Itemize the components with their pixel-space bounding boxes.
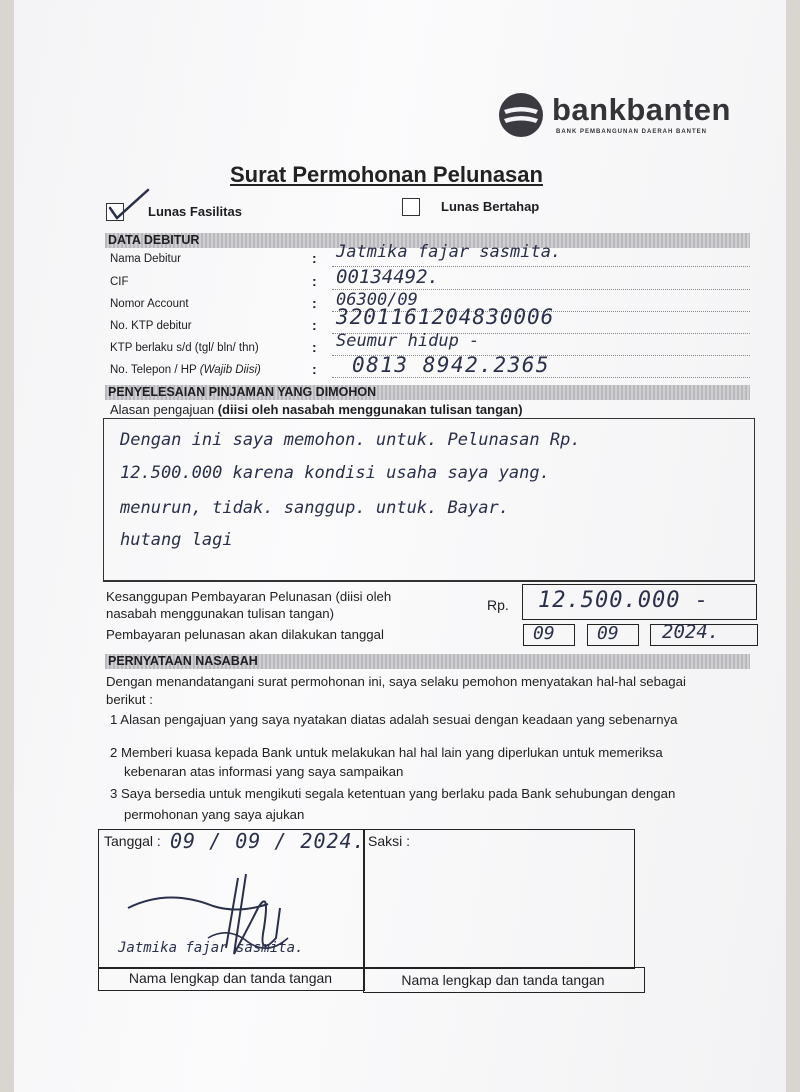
tanggal-day: 09 (533, 623, 555, 644)
nomor-account-value[interactable]: 06300/09 (336, 290, 418, 310)
alasan-label-text: Alasan pengajuan (110, 402, 215, 417)
rp-label: Rp. (487, 597, 509, 613)
no-ktp-label: No. KTP debitur (110, 320, 192, 332)
pernyataan-intro-2: berikut : (106, 692, 153, 707)
nomor-account-label: Nomor Account (110, 298, 189, 310)
nama-debitur-value[interactable]: Jatmika fajar sasmita. (336, 242, 562, 262)
checkmark-icon (104, 188, 152, 222)
ktp-berlaku-value[interactable]: Seumur hidup - (336, 331, 480, 351)
tanggal-sign-label: Tanggal : (104, 833, 161, 849)
alasan-note: (diisi oleh nasabah menggunakan tulisan tangan) (217, 402, 523, 417)
kesanggupan-label-2: nasabah menggunakan tulisan tangan) (106, 606, 335, 621)
no-telepon-label-text: No. Telepon / HP (110, 364, 197, 376)
alasan-pengajuan-label (110, 402, 523, 417)
alasan-line-2: 12.500.000 karena kondisi usaha saya yang. (120, 463, 550, 483)
no-telepon-label (110, 364, 261, 376)
pernyataan-intro-1: Dengan menandatangani surat permohonan ini, saya selaku pemohon menyatakan hal-hal sebagai (106, 674, 686, 689)
alasan-line-4: hutang lagi (120, 530, 233, 550)
signature-caption-left: Nama lengkap dan tanda tangan (128, 970, 333, 986)
pernyataan-item-1: 1 Alasan pengajuan yang saya nyatakan diatas adalah sesuai dengan keadaan yang sebenarnya (110, 712, 678, 727)
tanggal-sign-value: 09 / 09 / 2024. (170, 829, 366, 853)
no-ktp-value[interactable]: 3201161204830006 (336, 305, 555, 329)
colon: : (312, 361, 317, 377)
document-title: Surat Permohonan Pelunasan (230, 162, 543, 187)
nama-debitur-label: Nama Debitur (110, 253, 181, 265)
tanggal-month: 09 (597, 623, 619, 644)
penyelesaian-title: PENYELESAIAN PINJAMAN YANG DIMOHON (108, 385, 377, 399)
pernyataan-item-3a: 3 Saya bersedia untuk mengikuti segala ketentuan yang berlaku pada Bank sehubungan dengan (110, 786, 676, 801)
wajib-diisi-note: (Wajib Diisi) (199, 364, 261, 376)
pernyataan-item-3b: permohonan yang saya ajukan (124, 807, 305, 822)
alasan-line-1: Dengan ini saya memohon. untuk. Pelunasan Rp. (120, 430, 581, 450)
rp-amount-value: 12.500.000 - (538, 588, 709, 613)
signature-box-right[interactable] (363, 829, 635, 969)
bankbanten-logo-icon (498, 92, 544, 138)
colon: : (312, 273, 317, 289)
kesanggupan-label-1: Kesanggupan Pembayaran Pelunasan (diisi oleh (106, 589, 392, 604)
dotted-line (332, 377, 750, 378)
colon: : (312, 250, 317, 266)
signer-name: Jatmika fajar sasmita. (118, 940, 304, 956)
data-debitur-title: DATA DEBITUR (108, 233, 200, 247)
tanggal-year: 2024. (662, 621, 720, 643)
cif-value[interactable]: 00134492. (336, 266, 439, 288)
divider (103, 580, 755, 581)
colon: : (312, 339, 317, 355)
signature-caption-right: Nama lengkap dan tanda tangan (401, 972, 605, 988)
pernyataan-title: PERNYATAAN NASABAH (108, 654, 258, 668)
alasan-line-3: menurun, tidak. sanggup. untuk. Bayar. (120, 498, 509, 518)
saksi-label: Saksi : (368, 833, 411, 849)
pernyataan-item-2b: kebenaran atas informasi yang saya sampaikan (124, 764, 404, 779)
lunas-bertahap-checkbox[interactable] (402, 198, 420, 216)
lunas-bertahap-label: Lunas Bertahap (441, 199, 540, 214)
colon: : (312, 317, 317, 333)
cif-label: CIF (110, 276, 129, 288)
no-telepon-value[interactable]: 0813 8942.2365 (352, 353, 551, 377)
logo-subtitle: BANK PEMBANGUNAN DAERAH BANTEN (556, 129, 707, 135)
tanggal-pembayaran-label: Pembayaran pelunasan akan dilakukan tanggal (106, 627, 384, 642)
colon: : (312, 295, 317, 311)
lunas-fasilitas-label: Lunas Fasilitas (148, 204, 242, 219)
pernyataan-item-2a: 2 Memberi kuasa kepada Bank untuk melakukan hal hal lain yang diperlukan untuk memeriksa (110, 745, 663, 760)
logo-text: bankbanten (552, 92, 731, 127)
ktp-berlaku-label: KTP berlaku s/d (tgl/ bln/ thn) (110, 342, 259, 354)
